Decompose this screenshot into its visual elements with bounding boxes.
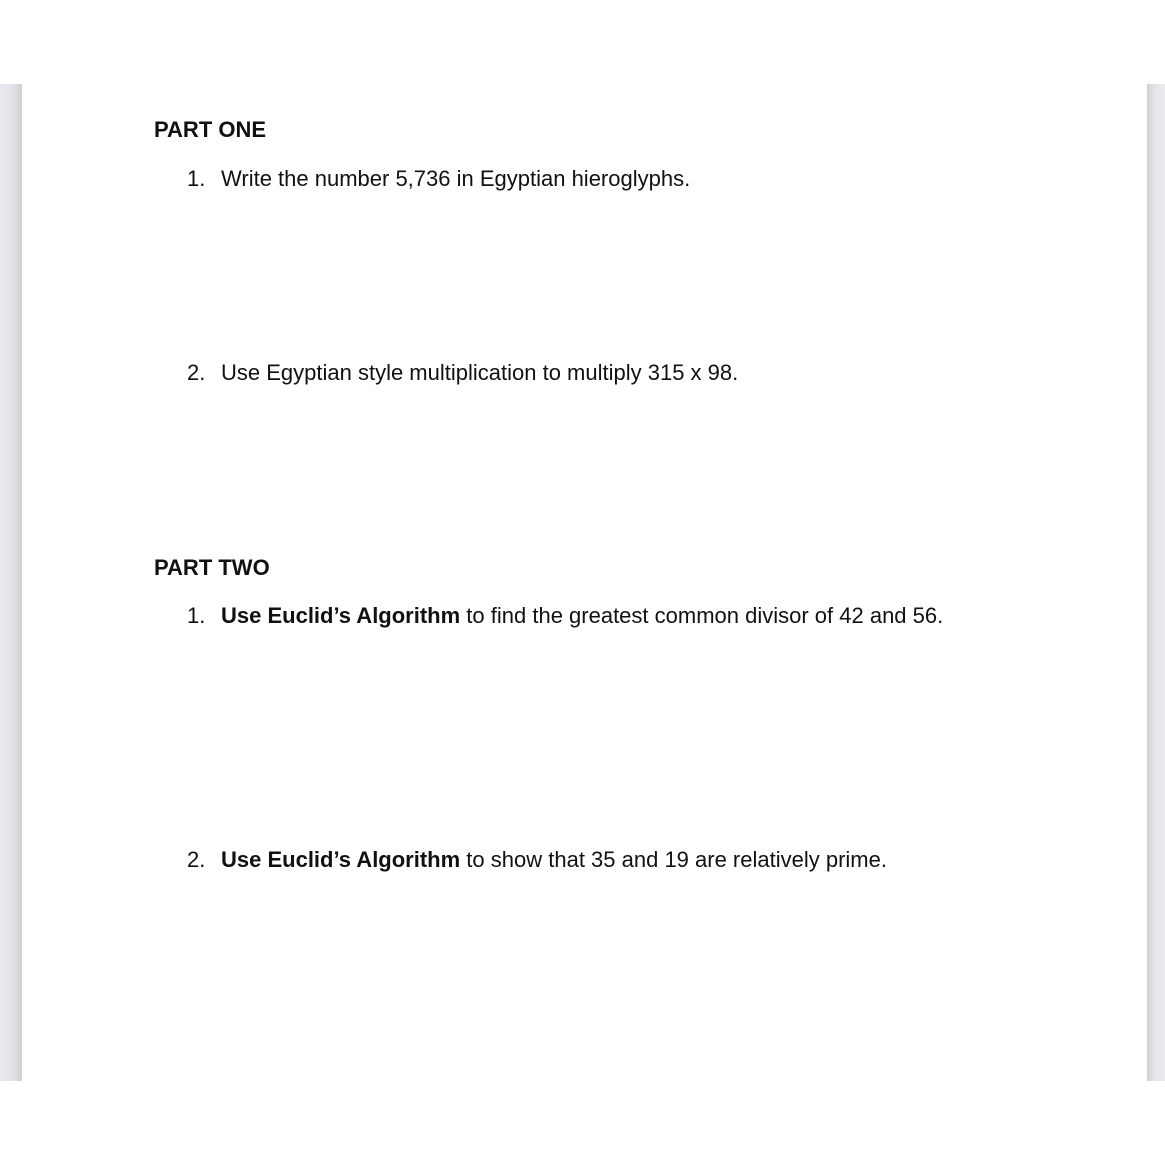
question-bold-text: Use Euclid’s Algorithm — [221, 603, 461, 628]
question-number: 1. — [187, 166, 206, 191]
page-left-margin — [0, 84, 22, 1081]
question-number: 1. — [187, 603, 206, 628]
part-one-heading: PART ONE — [154, 117, 267, 142]
question-number: 2. — [187, 847, 206, 872]
question-text: to show that 35 and 19 are relatively prime. — [460, 847, 887, 872]
document-page — [22, 84, 1147, 1081]
question-text: Write the number 5,736 in Egyptian hieroglyphs. — [221, 166, 691, 191]
part-two-heading: PART TWO — [154, 555, 270, 580]
part-one-question-1 — [187, 166, 690, 192]
question-text: Use Egyptian style multiplication to multiply 315 x 98. — [221, 360, 739, 385]
question-bold-text: Use Euclid’s Algorithm — [221, 847, 461, 872]
part-two-question-2 — [187, 847, 887, 873]
question-text: to find the greatest common divisor of 42 and 56. — [460, 603, 944, 628]
question-number: 2. — [187, 360, 206, 385]
document-viewport — [0, 84, 1165, 1081]
part-one-question-2 — [187, 360, 738, 386]
page-right-margin — [1147, 84, 1165, 1081]
part-two-question-1 — [187, 603, 943, 629]
